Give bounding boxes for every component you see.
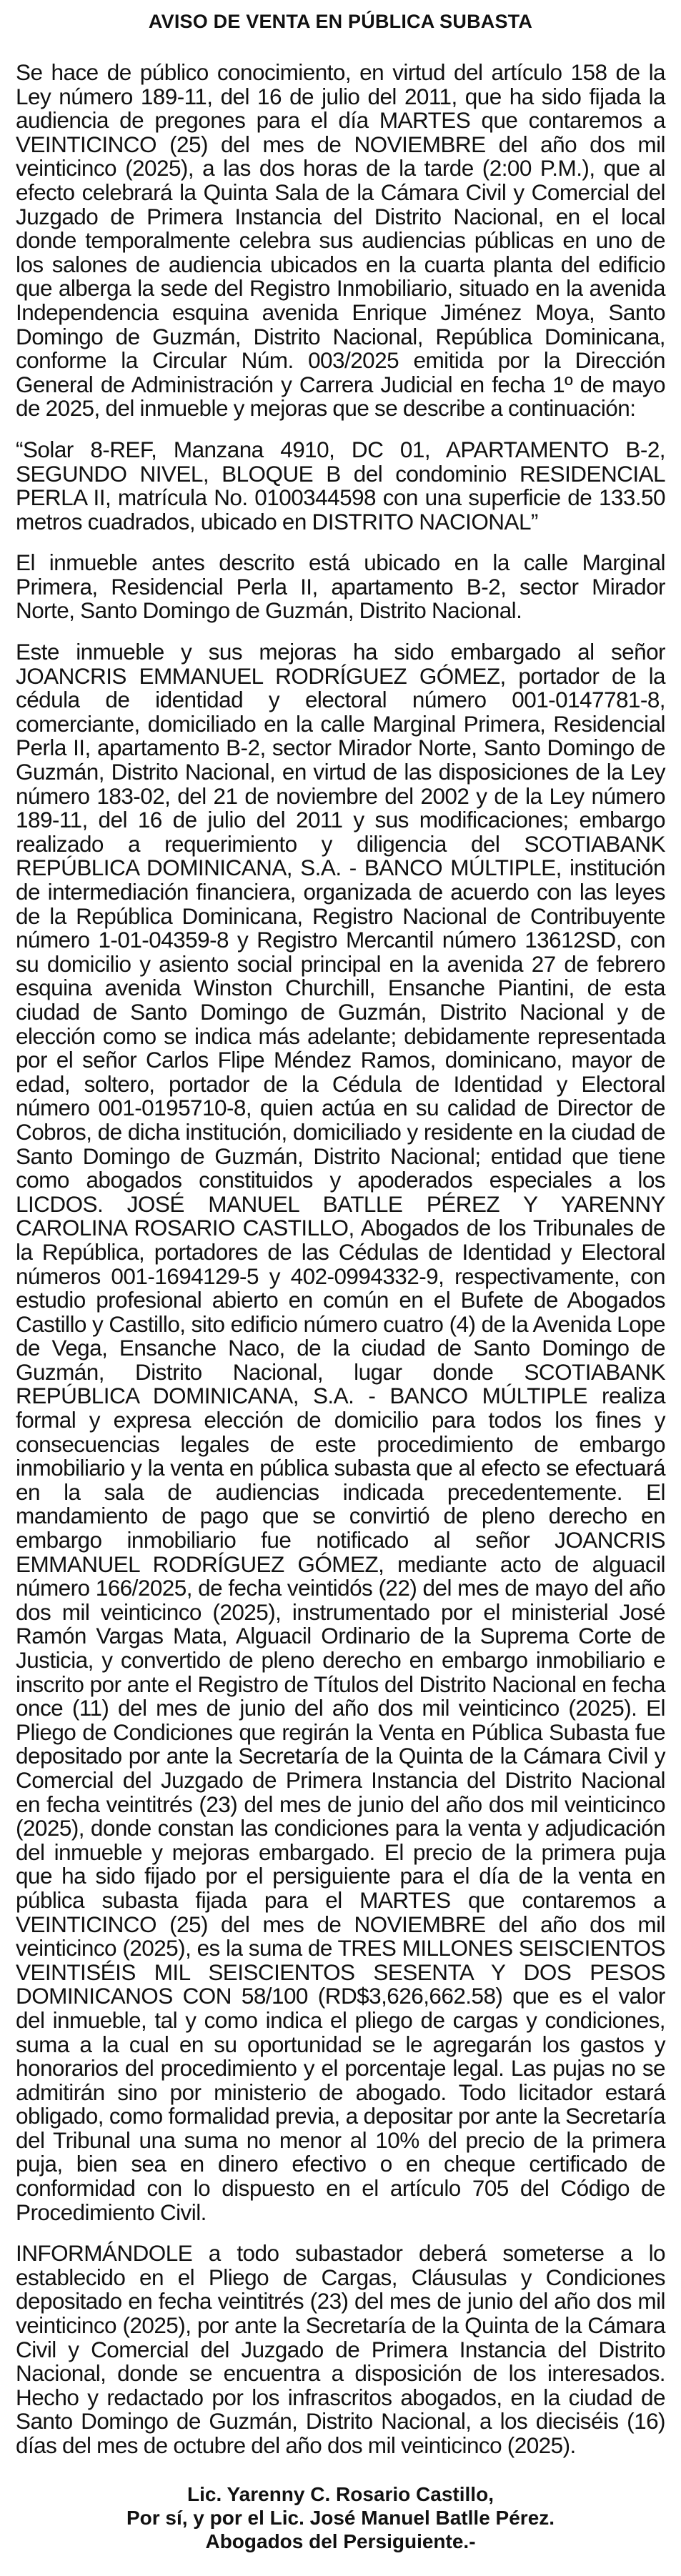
notice-title: AVISO DE VENTA EN PÚBLICA SUBASTA: [148, 11, 533, 32]
paragraph-seizure-details: Este inmueble y sus mejoras ha sido embargado al señor JOANCRIS EMMANUEL RODRÍGUEZ GÓMEZ, portador de la cédula de identidad y electoral número 001-0147781-8, comerciante, domiciliado en la calle Marginal Primera, Residencial Perla II, apartamento B-2, sector Mirador Norte, Santo Domingo de Guzmán, Distrito Nacional, en virtud de las disposiciones de la Ley número 183-02, del 21 de noviembre del 2002 y de la Ley número 189-11, del 16 de julio del 2011 y sus modificaciones; embargo realizado a requerimiento y diligencia del SCOTIABANK REPÚBLICA DOMINICANA, S.A. - BANCO MÚLTIPLE, institución de intermediación financiera, organizada de acuerdo con las leyes de la República Dominicana, Registro Nacional de Contribuyente número 1-01-04359-8 y Registro Mercantil número 13612SD, con su domicilio y asiento social principal en la avenida 27 de febrero esquina avenida Winston Churchill, Ensanche Piantini, de esta ciudad de Santo Domingo de Guzmán, Distrito Nacional y de elección como se indica más adelante; debidamente representada por el señor Carlos Flipe Méndez Ramos, dominicano, mayor de edad, soltero, portador de la Cédula de Identidad y Electoral número 001-0195710-8, quien actúa en su calidad de Director de Cobros, de dicha institución, domiciliado y residente en la ciudad de Santo Domingo de Guzmán, Distrito Nacional; entidad que tiene como abogados constituidos y apoderados especiales a los LICDOS. JOSÉ MANUEL BATLLE PÉREZ Y YARENNY CAROLINA ROSARIO CASTILLO, Abogados de los Tribunales de la República, portadores de las Cédulas de Identidad y Electoral números 001-1694129-5 y 402-0994332-9, respectivamente, con estudio profesional abierto en común en el Bufete de Abogados Castillo y Castillo, sito edificio número cuatro (4) de la Avenida Lope de Vega, Ensanche Naco, de la ciudad de Santo Domingo de Guzmán, Distrito Nacional, lugar donde SCOTIABANK REPÚBLICA DOMINICANA, S.A. - BANCO MÚLTIPLE realiza formal y expresa elección de domicilio para todos los fines y consecuencias legales de este procedimiento de embargo inmobiliario y la venta en pública subasta que al efecto se efectuará en la sala de audiencias indicada precedentemente. El mandamiento de pago que se convirtió de pleno derecho en embargo inmobiliario fue notificado al señor JOANCRIS EMMANUEL RODRÍGUEZ GÓMEZ, mediante acto de alguacil número 166/2025, de fecha veintidós (22) del mes de mayo del año dos mil veinticinco (2025), instrumentado por el ministerial José Ramón Vargas Mata, Alguacil Ordinario de la Suprema Corte de Justicia, y convertido de pleno derecho en embargo inmobiliario e inscrito por ante el Registro de Títulos del Distrito Nacional en fecha once (11) del mes de junio del año dos mil veinticinco (2025). El Pliego de Condiciones que regirán la Venta en Pública Subasta fue depositado por ante la Secretaría de la Quinta de la Cámara Civil y Comercial del Juzgado de Primera Instancia del Distrito Nacional en fecha veintitrés (23) del mes de junio del año dos mil veinticinco (2025), donde constan las condiciones para la venta y adjudicación del inmueble y mejoras embargado. El precio de la primera puja que ha sido fijado por el persiguiente para el día de la venta en pública subasta fijada para el MARTES que contaremos a VEINTICINCO (25) del mes de NOVIEMBRE del año dos mil veinticinco (2025), es la suma de TRES MILLONES SEISCIENTOS VEINTISÉIS MIL SEISCIENTOS SESENTA Y DOS PESOS DOMINICANOS CON 58/100 (RD$3,626,662.58) que es el valor del inmueble, tal y como indica el pliego de cargas y condiciones, suma a la cual en su oportunidad se le agregarán los gastos y honorarios del procedimiento y el porcentaje legal. Las pujas no se admitirán sino por ministerio de abogado. Todo licitador estará obligado, como formalidad previa, a depositar por ante la Secretaría del Tribunal una suma no menor al 10% del precio de la primera puja, bien sea en dinero efectivo o en cheque certificado de conformidad con lo dispuesto en el artículo 705 del Código de Procedimiento Civil.: [16, 639, 665, 2225]
signature-line-2: Por sí, y por el Lic. José Manuel Batlle Pérez.: [126, 2506, 555, 2529]
paragraph-property-description: “Solar 8-REF, Manzana 4910, DC 01, APARTAMENTO B-2, SEGUNDO NIVEL, BLOQUE B del condominio RESIDENCIAL PERLA II, matrícula No. 0100344598 con una superficie de 133.50 metros cuadrados, ubicado en DISTRITO NACIONAL”: [16, 436, 665, 534]
paragraph-bidder-conditions: INFORMÁNDOLE a todo subastador deberá someterse a lo establecido en el Pliego de Cargas, Cláusulas y Condiciones depositado en fecha veintitrés (23) del mes de junio del año dos mil veinticinco (2025), por ante la Secretaría de la Quinta de la Cámara Civil y Comercial del Juzgado de Primera Instancia del Distrito Nacional, donde se encuentra a disposición de los interesados. Hecho y redactado por los infrascritos abogados, en la ciudad de Santo Domingo de Guzmán, Distrito Nacional, a los dieciséis (16) días del mes de octubre del año dos mil veinticinco (2025).: [16, 2240, 665, 2458]
signature-line-3: Abogados del Persiguiente.-: [205, 2530, 476, 2552]
paragraph-property-location: El inmueble antes descrito está ubicado en la calle Marginal Primera, Residencial Perla II, apartamento B-2, sector Mirador Norte, Santo Domingo de Guzmán, Distrito Nacional.: [16, 549, 665, 624]
signature-line-1: Lic. Yarenny C. Rosario Castillo,: [187, 2482, 494, 2505]
paragraph-hearing-announcement: Se hace de público conocimiento, en virtud del artículo 158 de la Ley número 189-11, del 16 de julio del 2011, que ha sido fijada la audiencia de pregones para el día MARTES que contaremos a VEINTICINCO (25) del mes de NOVIEMBRE del año dos mil veinticinco (2025), a las dos horas de la tarde (2:00 P.M.), que al efecto celebrará la Quinta Sala de la Cámara Civil y Comercial del Juzgado de Primera Instancia del Distrito Nacional, en el local donde temporalmente celebra sus audiencias públicas en uno de los salones de audiencia ubicados en la cuarta planta del edificio que alberga la sede del Registro Inmobiliario, situado en la avenida Independencia esquina avenida Enrique Jiménez Moya, Santo Domingo de Guzmán, Distrito Nacional, República Dominicana, conforme la Circular Núm. 003/2025 emitida por la Dirección General de Administración y Carrera Judicial en fecha 1º de mayo de 2025, del inmueble y mejoras que se describe a continuación:: [16, 59, 665, 422]
signature-block: [16, 2482, 665, 2553]
